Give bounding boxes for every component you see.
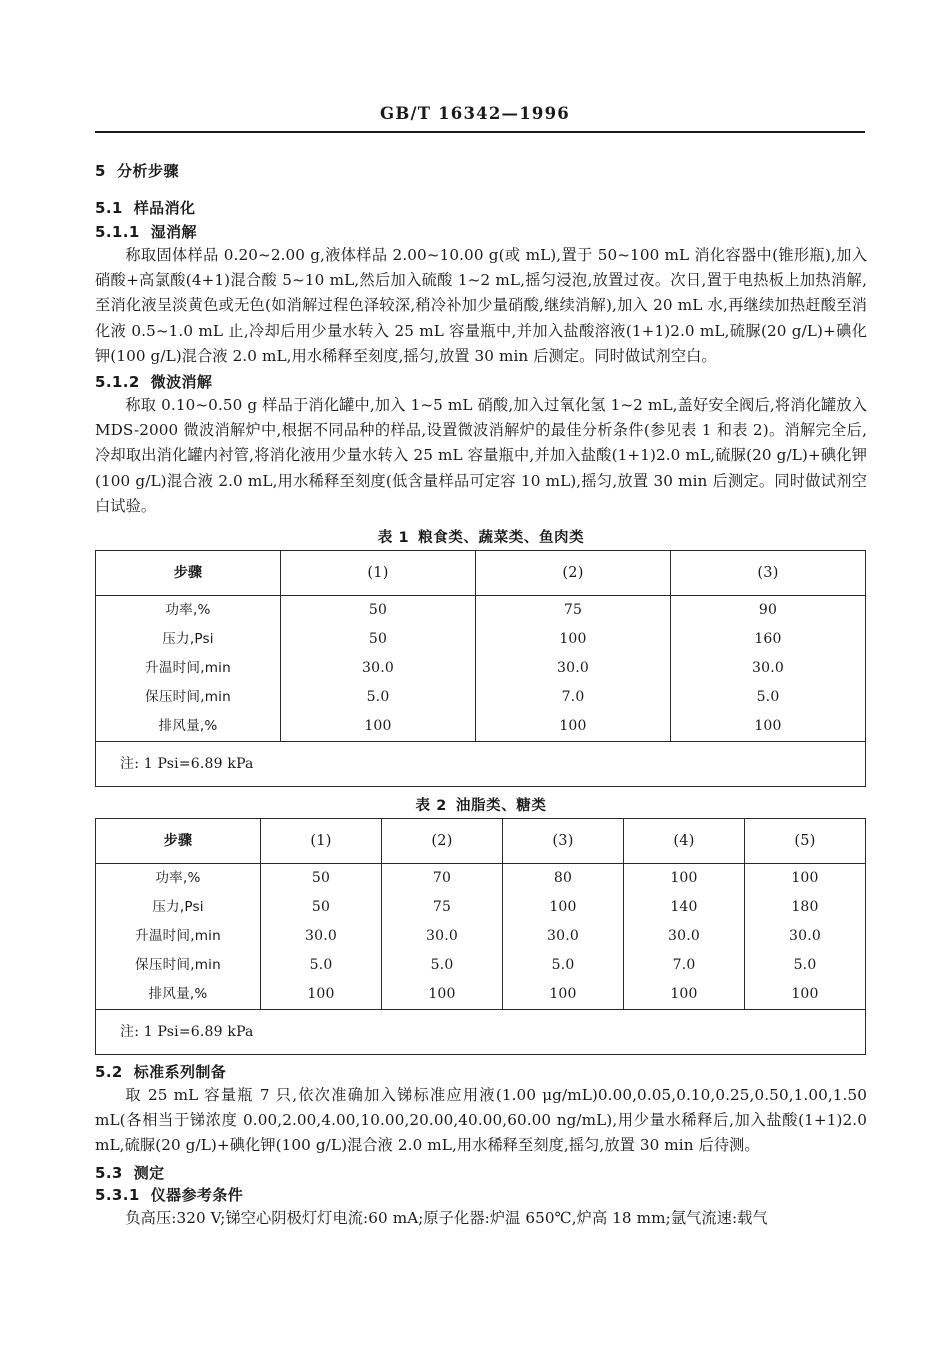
table-1-cell-exhaust-1: 100: [281, 712, 476, 742]
table-row: [96, 980, 866, 1010]
table-2-header-steps: 步骤: [96, 819, 261, 864]
table-1-cell-power-2: 75: [476, 596, 671, 626]
table-row: [96, 922, 866, 951]
table-1-header-steps: 步骤: [96, 551, 281, 596]
table-1-cell-exhaust-2: 100: [476, 712, 671, 742]
table-1-caption: [95, 526, 867, 547]
table-2-header-row: [96, 819, 866, 864]
table-2-cell-power-2: 70: [382, 864, 503, 894]
table-2-header-col-3: (3): [503, 819, 624, 864]
table-2-caption: [95, 794, 867, 815]
section-title-5: 分析步骤: [116, 162, 179, 180]
table-1-header-col-2: (2): [476, 551, 671, 596]
table-2-cell-pressure-3: 100: [503, 893, 624, 922]
table-2-cell-power-4: 100: [624, 864, 745, 894]
table-2-cell-exhaust-1: 100: [261, 980, 382, 1010]
table-2-note: 注: 1 Psi=6.89 kPa: [96, 1010, 866, 1055]
table-1-cell-pressure-2: 100: [476, 625, 671, 654]
table-2-cell-hold-5: 5.0: [745, 951, 866, 980]
table-2-cell-hold-4: 7.0: [624, 951, 745, 980]
table-2-cell-exhaust-2: 100: [382, 980, 503, 1010]
table-row: [96, 951, 866, 980]
table-1-note-row: [96, 742, 866, 787]
paragraph-5-3-1: 负高压:320 V;锑空心阴极灯灯电流:60 mA;原子化器:炉温 650℃,炉高 18 mm;氩气流速:载气: [125, 1208, 768, 1227]
table-1-cell-power-3: 90: [671, 596, 866, 626]
table-1-cell-ramp-3: 30.0: [671, 654, 866, 683]
section-heading-5-1-2: [95, 371, 867, 392]
table-2-row-label-exhaust: 排风量,%: [96, 980, 261, 1010]
table-1-row-label-exhaust: 排风量,%: [96, 712, 281, 742]
table-row: [96, 654, 866, 683]
section-number-5-1: 5.1: [95, 199, 123, 217]
table-1-cell-hold-1: 5.0: [281, 683, 476, 712]
table-1-header-col-3: (3): [671, 551, 866, 596]
table-2-cell-pressure-2: 75: [382, 893, 503, 922]
section-title-5-1-1: 湿消解: [150, 223, 197, 241]
section-heading-5-1-1: [95, 221, 867, 242]
table-1-note: 注: 1 Psi=6.89 kPa: [96, 742, 866, 787]
table-2-caption-number: 表 2: [415, 798, 447, 815]
section-number-5-2: 5.2: [95, 1063, 123, 1082]
table-2-row-label-hold-time: 保压时间,min: [96, 951, 261, 980]
table-2-cell-ramp-1: 30.0: [261, 922, 382, 951]
table-1-microwave-conditions-grain: [95, 550, 866, 787]
table-1-cell-ramp-1: 30.0: [281, 654, 476, 683]
paragraph-5-1-1: 称取固体样品 0.20~2.00 g,液体样品 2.00~10.00 g(或 mL),置于 50~100 mL 消化容器中(锥形瓶),加入硝酸+高氯酸(4+1)混合酸 5~10 mL,然后加入硫酸 1~2 mL,摇匀浸泡,放置过夜。次日,置于电热板上加热消解,至消化液呈淡黄色或无色(如消解过程色泽较深,稍冷补加少量硝酸,继续消解),加入 20 mL 水,再继续加热赶酸至消化液 0.5~1.0 mL 止,冷却后用少量水转入 25 mL 容量瓶中,并加入盐酸溶液(1+1)2.0 mL,硫脲(20 g/L)+碘化钾(100 g/L)混合液 2.0 mL,用水稀释至刻度,摇匀,放置 30 min 后测定。同时做试剂空白。: [95, 246, 867, 365]
table-2-cell-pressure-5: 180: [745, 893, 866, 922]
table-1-row-label-pressure: 压力,Psi: [96, 625, 281, 654]
table-2-cell-pressure-1: 50: [261, 893, 382, 922]
section-number-5-3: 5.3: [95, 1163, 123, 1182]
table-2-caption-title: 油脂类、糖类: [455, 798, 547, 815]
table-2-cell-hold-1: 5.0: [261, 951, 382, 980]
section-number-5-1-1: 5.1.1: [95, 223, 140, 241]
table-2-header-col-2: (2): [382, 819, 503, 864]
table-2-cell-ramp-2: 30.0: [382, 922, 503, 951]
table-row: [96, 683, 866, 712]
section-number-5-1-2: 5.1.2: [95, 373, 140, 392]
section-heading-5-3-1: [95, 1184, 867, 1205]
table-2-cell-power-1: 50: [261, 864, 382, 894]
table-2-header-col-1: (1): [261, 819, 382, 864]
table-1-row-label-hold-time: 保压时间,min: [96, 683, 281, 712]
section-title-5-3: 测定: [133, 1163, 165, 1182]
section-heading-5-2: [95, 1061, 867, 1082]
table-2-cell-power-5: 100: [745, 864, 866, 894]
table-2-cell-power-3: 80: [503, 864, 624, 894]
table-2-cell-exhaust-4: 100: [624, 980, 745, 1010]
section-heading-5: [95, 160, 867, 181]
section-title-5-1: 样品消化: [133, 199, 196, 217]
section-number-5: 5: [95, 162, 106, 180]
table-1-row-label-ramp-time: 升温时间,min: [96, 654, 281, 683]
table-1-cell-hold-3: 5.0: [671, 683, 866, 712]
table-row: [96, 864, 866, 894]
table-row: [96, 893, 866, 922]
table-row: [96, 712, 866, 742]
table-2-cell-ramp-4: 30.0: [624, 922, 745, 951]
table-1-cell-power-1: 50: [281, 596, 476, 626]
table-2-cell-hold-3: 5.0: [503, 951, 624, 980]
table-2-microwave-conditions-oil-sugar: [95, 818, 866, 1055]
section-title-5-3-1: 仪器参考条件: [150, 1185, 244, 1204]
paragraph-5-1-2: 称取 0.10~0.50 g 样品于消化罐中,加入 1~5 mL 硝酸,加入过氧化氢 1~2 mL,盖好安全阀后,将消化罐放入 MDS-2000 微波消解炉中,根据不同品种的样品,设置微波消解炉的最佳分析条件(参见表 1 和表 2)。消解完全后,冷却取出消化罐内衬管,将消化液用少量水转入 25 mL 容量瓶中,并加入盐酸(1+1)2.0 mL,硫脲(20 g/L)+碘化钾(100 g/L)混合液 2.0 mL,用水稀释至刻度(低含量样品可定容 10 mL),摇匀,放置 30 min 后测定。同时做试剂空白试验。: [95, 396, 867, 515]
section-number-5-3-1: 5.3.1: [95, 1185, 140, 1204]
table-row: [96, 625, 866, 654]
table-2-row-label-power: 功率,%: [96, 864, 261, 894]
table-2-header-col-4: (4): [624, 819, 745, 864]
table-1-cell-pressure-1: 50: [281, 625, 476, 654]
page-header-standard-code: GB/T 16342—1996: [380, 104, 570, 123]
table-1-header-col-1: (1): [281, 551, 476, 596]
table-1-cell-pressure-3: 160: [671, 625, 866, 654]
table-2-cell-ramp-3: 30.0: [503, 922, 624, 951]
section-title-5-2: 标准系列制备: [133, 1063, 227, 1082]
table-1-cell-exhaust-3: 100: [671, 712, 866, 742]
table-1-row-label-power: 功率,%: [96, 596, 281, 626]
header-divider-rule: [95, 131, 865, 133]
table-2-cell-ramp-5: 30.0: [745, 922, 866, 951]
table-2-cell-exhaust-3: 100: [503, 980, 624, 1010]
table-2-row-label-ramp-time: 升温时间,min: [96, 922, 261, 951]
table-2-note-row: [96, 1010, 866, 1055]
document-body: [95, 160, 867, 1231]
table-1-cell-ramp-2: 30.0: [476, 654, 671, 683]
section-heading-5-1: [95, 197, 867, 218]
table-1-caption-title: 粮食类、蔬菜类、鱼肉类: [418, 530, 585, 547]
section-heading-5-3: [95, 1162, 867, 1183]
table-1-header-row: [96, 551, 866, 596]
table-2-cell-exhaust-5: 100: [745, 980, 866, 1010]
table-row: [96, 596, 866, 626]
table-2-row-label-pressure: 压力,Psi: [96, 893, 261, 922]
section-title-5-1-2: 微波消解: [150, 373, 213, 392]
table-2-cell-pressure-4: 140: [624, 893, 745, 922]
table-1-caption-number: 表 1: [377, 530, 410, 547]
table-1-cell-hold-2: 7.0: [476, 683, 671, 712]
paragraph-5-2: 取 25 mL 容量瓶 7 只,依次准确加入锑标准应用液(1.00 μg/mL)0.00,0.05,0.10,0.25,0.50,1.00,1.50 mL(各相当于锑浓度 0.00,2.00,4.00,10.00,20.00,40.00,60.00 ng/mL),用少量水稀释后,加入盐酸(1+1)2.0 mL,硫脲(20 g/L)+碘化钾(100 g/L)混合液 2.0 mL,用水稀释至刻度,摇匀,放置 30 min 后待测。: [95, 1086, 867, 1155]
table-2-cell-hold-2: 5.0: [382, 951, 503, 980]
table-2-header-col-5: (5): [745, 819, 866, 864]
